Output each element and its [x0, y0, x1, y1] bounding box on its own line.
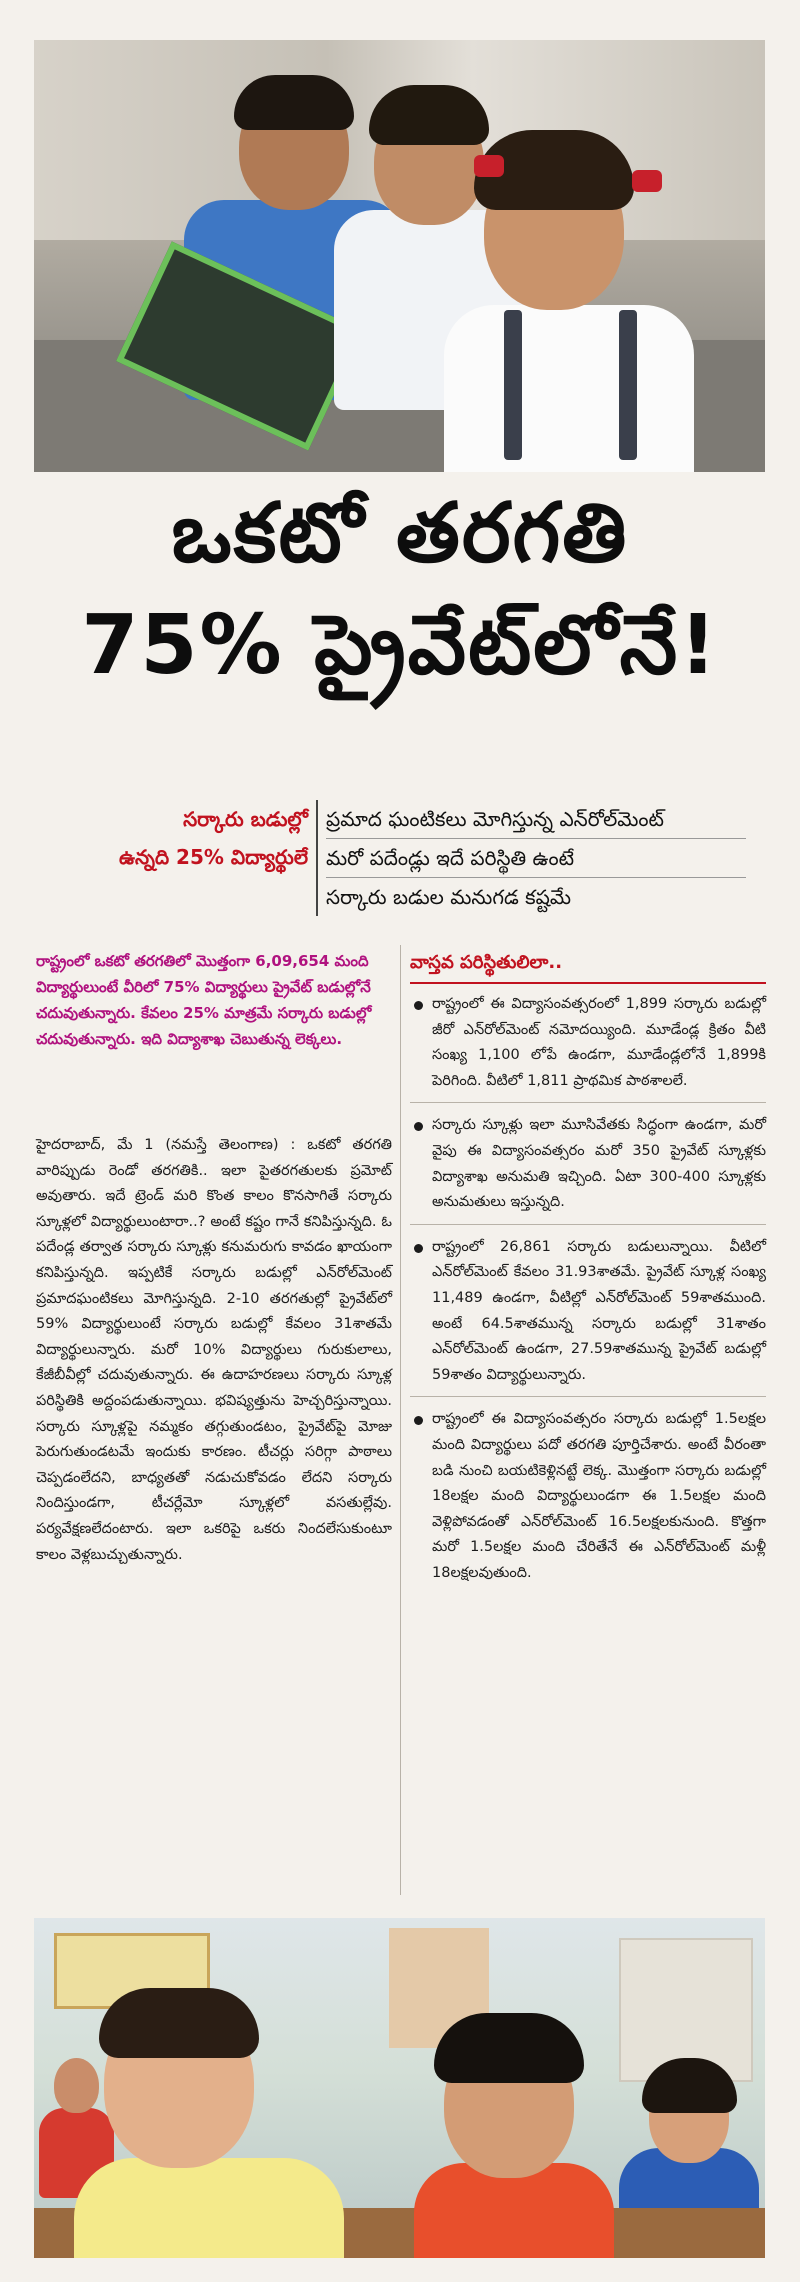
boy-hair-2 — [369, 85, 489, 145]
fact-separator — [410, 1102, 766, 1103]
hair-ribbon — [474, 155, 504, 177]
intro-paragraph: రాష్ట్రంలో ఒకటో తరగతిలో మొత్తంగా 6,09,654 మంది విద్యార్థులుంటే వీరిలో 75% విద్యార్థులు ప్రైవేట్ బడుల్లోనే చదువుతున్నారు. కేవలం 25% మాత్రమే సర్కారు బడుల్లో చదువుతున్నారు. ఇది విద్యాశాఖ చెబుతున్న లెక్కలు. — [36, 952, 372, 1048]
classroom-children-photo — [34, 1918, 765, 2258]
fact-item-2 — [410, 1113, 766, 1215]
subheading-left-line-2: ఉన్నది 25% విద్యార్థులే — [119, 845, 308, 869]
headline-line-1: ఒకటో తరగతి — [171, 486, 629, 581]
smiling-child-hair — [99, 1988, 259, 2058]
girl-uniform — [444, 305, 694, 472]
fact-item-4 — [410, 1407, 766, 1586]
fact-separator — [410, 1396, 766, 1397]
subheading-left-line-1: సర్కారు బడుల్లో — [183, 807, 308, 831]
smiling-child-yellow-shirt — [74, 2158, 344, 2258]
boy-hair — [234, 75, 354, 130]
main-headline — [0, 478, 800, 702]
fact-item-1 — [410, 992, 766, 1094]
subheading-right-line-2: మరో పదేండ్లు ఇదే పరిస్థితి ఉంటే — [326, 839, 746, 878]
bullet-icon — [414, 1122, 423, 1131]
fact-text: రాష్ట్రంలో ఈ విద్యాసంవత్సరం సర్కారు బడుల్లో 1.5లక్షల మంది విద్యార్థులు పదో తరగతి పూర్తిచేశారు. అంటే వీరంతా బడి నుంచి బయటికెళ్లినట్టే లెక్క. మొత్తంగా సర్కారు బడుల్లో 18లక్షల మంది విద్యార్థులుండగా ఈ 1.5లక్షల మంది వెళ్లిపోవడంతో ఎన్‌రోల్‌మెంట్ 16.5లక్షలకునుంది. కొత్తగా మరో 1.5లక్షల మంది చేరితేనే ఈ ఎన్‌రోల్‌మెంట్ మళ్లీ 18లక్షలవుతుంది. — [432, 1411, 766, 1581]
article-body-text: హైదరాబాద్, మే 1 (నమస్తే తెలంగాణ) : ఒకటో తరగతి వారిప్పుడు రెండో తరగతికి.. ఇలా పైతరగతులకు ప్రమోట్ అవుతారు. ఇదే ట్రెండ్ మరి కొంత కాలం కొనసాగితే సర్కారు స్కూళ్లలో విద్యార్థులుంటారా..? అంటే కష్టం గానే కనిపిస్తున్నది. ఓ పదేండ్ల తర్వాత సర్కారు స్కూళ్లు కనుమరుగు కావడం ఖాయంగా కనిపిస్తున్నది. ఇప్పటికే సర్కారు బడుల్లో ఎన్‌రోల్‌మెంట్ ప్రమాదఘంటికలు మోగిస్తున్నది. 2-10 తరగతుల్లో ప్రైవేట్‌లో 59% విద్యార్థులుంటే సర్కారు బడుల్లో కేవలం 31శాతమే విద్యార్థులున్నారు. మరో 10% విద్యార్థులు గురుకులాలు, కేజీబీవీల్లో చదువుతున్నారు. ఈ ఉదాహరణలు సర్కారు స్కూళ్ల పరిస్థితికి అద్దంపడుతున్నాయి. భవిష్యత్తును హెచ్చరిస్తున్నాయి. సర్కారు స్కూళ్లపై నమ్మకం తగ్గుతుండటం, ప్రైవేట్‌పై మోజు పెరుగుతుండటమే ఇందుకు కారణం. టీచర్లు సరిగ్గా పాఠాలు చెప్పడంలేదని, బాధ్యతతో నడుచుకోవడం లేదని సర్కారు నిందిస్తుండగా, టీచర్లేమో స్కూళ్లలో వసతుల్లేవు. పర్యవేక్షణలేదంటారు. ఇలా ఒకరిపై ఒకరు నిందలేసుకుంటూ కాలం వెళ్లబుచ్చుతున్నారు. — [36, 1137, 392, 1563]
bullet-icon — [414, 1001, 423, 1010]
child-background-face — [54, 2058, 99, 2113]
fact-text: రాష్ట్రంలో 26,861 సర్కారు బడులున్నాయి. వీటిలో ఎన్‌రోల్‌మెంట్ కేవలం 31.93శాతమే. ప్రైవేట్ స్కూళ్ల సంఖ్య 11,489 ఉండగా, వీటిల్లో ఎన్‌రోల్‌మెంట్ 59శాతముంది. అంటే 64.5శాతమున్న సర్కారు బడుల్లో 31శాతం ఎన్‌రోల్‌మెంట్ ఉండగా, 27.59శాతమున్న ప్రైవేట్ బడుల్లో 59శాతం విద్యార్థులున్నారు. — [432, 1238, 766, 1383]
bullet-icon — [414, 1416, 423, 1425]
bullet-icon — [414, 1244, 423, 1253]
subheading-divider — [316, 800, 318, 916]
bag-strap — [504, 310, 522, 460]
bag-strap-2 — [619, 310, 637, 460]
children-with-slate-photo — [34, 40, 765, 472]
headline-line-2: 75% ప్రైవేట్‌లోనే! — [81, 598, 719, 693]
facts-list — [410, 992, 766, 1594]
hair-ribbon-2 — [632, 170, 662, 192]
fact-separator — [410, 1224, 766, 1225]
fact-text: సర్కారు స్కూళ్లు ఇలా మూసివేతకు సిద్ధంగా ఉండగా, మరో వైపు ఈ విద్యాసంవత్సరం మరో 350 ప్రైవేట్ స్కూళ్లకు విద్యాశాఖ అనుమతి ఇచ్చింది. ఏటా 300-400 స్కూళ్లకు అనుమతులు ఇస్తున్నది. — [432, 1117, 766, 1211]
column-divider — [400, 945, 401, 1895]
subheading-right-line-1: ప్రమాద ఘంటికలు మోగిస్తున్న ఎన్‌రోల్‌మెంట్ — [326, 800, 746, 839]
subheading-left — [108, 800, 308, 876]
subheading-right-line-3: సర్కారు బడుల మనుగడ కష్టమే — [326, 885, 572, 909]
fact-text: రాష్ట్రంలో ఈ విద్యాసంవత్సరంలో 1,899 సర్కారు బడుల్లో జీరో ఎన్‌రోల్‌మెంట్ నమోదయ్యింది. మూడేండ్ల క్రితం వీటి సంఖ్య 1,100 లోపే ఉండగా, మూడేండ్లలోనే 1,899కి పెరిగింది. వీటిలో 1,811 ప్రాథమిక పాఠశాలలే. — [432, 996, 766, 1089]
facts-heading-rule — [410, 982, 766, 984]
boy-writing-hair — [434, 2013, 584, 2083]
subheading-right — [326, 800, 746, 916]
article-body — [36, 1133, 392, 1568]
fact-item-3 — [410, 1235, 766, 1389]
facts-heading: వాస్తవ పరిస్థితులిలా.. — [410, 952, 563, 973]
